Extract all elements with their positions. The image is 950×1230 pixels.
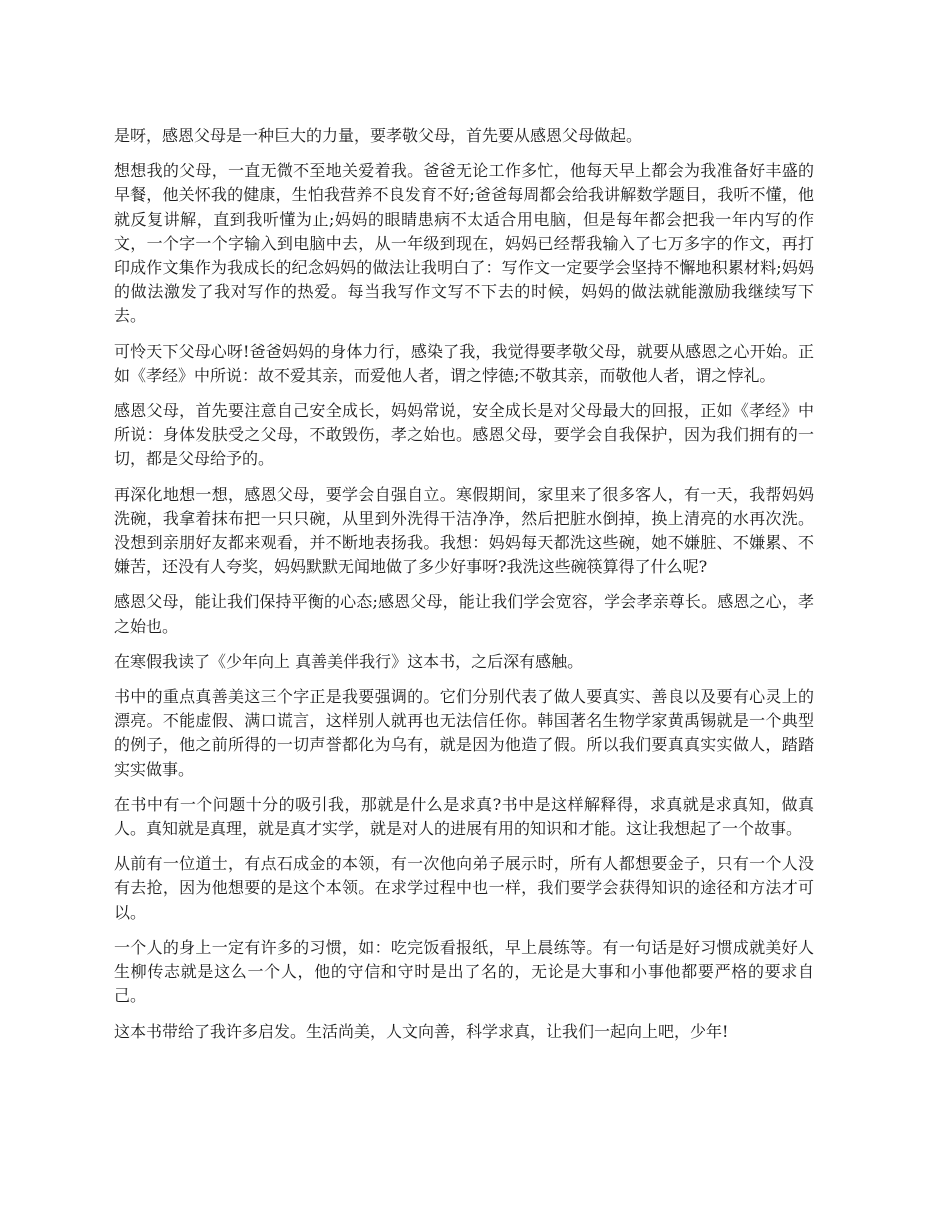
paragraph: 可怜天下父母心呀!爸爸妈妈的身体力行，感染了我，我觉得要孝敬父母，就要从感恩之心开始。正如《孝经》中所说：故不爱其亲，而爱他人者，谓之悖德;不敬其亲，而敬他人者，谓之悖礼。 bbox=[114, 341, 814, 385]
paragraph: 从前有一位道士，有点石成金的本领，有一次他向弟子展示时，所有人都想要金子，只有一个人没有去抢，因为他想要的是这个本领。在求学过程中也一样，我们要学会获得知识的途径和方法才可以。 bbox=[114, 854, 814, 922]
paragraph: 在书中有一个问题十分的吸引我，那就是什么是求真?书中是这样解释得，求真就是求真知，做真人。真知就是真理，就是真才实学，就是对人的进展有用的知识和才能。这让我想起了一个故事。 bbox=[114, 794, 814, 839]
paragraph: 想想我的父母，一直无微不至地关爱着我。爸爸无论工作多忙，他每天早上都会为我准备好丰盛的早餐，他关怀我的健康，生怕我营养不良发育不好;爸爸每周都会给我讲解数学题目，我听不懂，他就反复讲解，直到我听懂为止;妈妈的眼睛患病不太适合用电脑，但是每年都会把我一年内写的作文，一个字一个字输入到电脑中去，从一年级到现在，妈妈已经帮我输入了七万多字的作文，再打印成作文集作为我成长的纪念妈妈的做法让我明白了：写作文一定要学会坚持不懈地积累材料;妈妈的做法激发了我对写作的热爱。每当我写作文写不下去的时候，妈妈的做法就能激励我继续写下去。 bbox=[114, 161, 814, 326]
paragraph: 一个人的身上一定有许多的习惯，如：吃完饭看报纸，早上晨练等。有一句话是好习惯成就美好人生柳传志就是这么一个人，他的守信和守时是出了名的，无论是大事和小事他都要严格的要求自己。 bbox=[114, 937, 814, 1006]
paragraph: 书中的重点真善美这三个字正是我要强调的。它们分别代表了做人要真实、善良以及要有心灵上的漂亮。不能虚假、满口谎言，这样别人就再也无法信任你。韩国著名生物学家黄禹锡就是一个典型的例子，他之前所得的一切声誉都化为乌有，就是因为他造了假。所以我们要真真实实做人，踏踏实实做事。 bbox=[114, 687, 814, 779]
paragraph: 在寒假我读了《少年向上 真善美伴我行》这本书，之后深有感触。 bbox=[114, 651, 584, 671]
paragraph: 这本书带给了我许多启发。生活尚美，人文向善，科学求真，让我们一起向上吧，少年! bbox=[114, 1021, 729, 1041]
paragraph: 感恩父母，能让我们保持平衡的心态;感恩父母，能让我们学会宽容，学会孝亲尊长。感恩之心，孝之始也。 bbox=[114, 592, 814, 636]
paragraph: 感恩父母，首先要注意自己安全成长，妈妈常说，安全成长是对父母最大的回报，正如《孝经》中所说：身体发肤受之父母，不敢毁伤，孝之始也。感恩父母，要学会自我保护，因为我们拥有的一切，都是父母给予的。 bbox=[114, 401, 814, 469]
paragraph: 是呀，感恩父母是一种巨大的力量，要孝敬父母，首先要从感恩父母做起。 bbox=[114, 126, 643, 145]
paragraph: 再深化地想一想，感恩父母，要学会自强自立。寒假期间，家里来了很多客人，有一天，我帮妈妈洗碗，我拿着抹布把一只只碗，从里到外洗得干洁净净，然后把脏水倒掉，换上清亮的水再次洗。没想到亲朋好友都来观看，并不断地表扬我。我想：妈妈每天都洗这些碗，她不嫌脏、不嫌累、不嫌苦，还没有人夸奖，妈妈默默无闻地做了多少好事呀?我洗这些碗筷算得了什么呢? bbox=[114, 484, 814, 577]
